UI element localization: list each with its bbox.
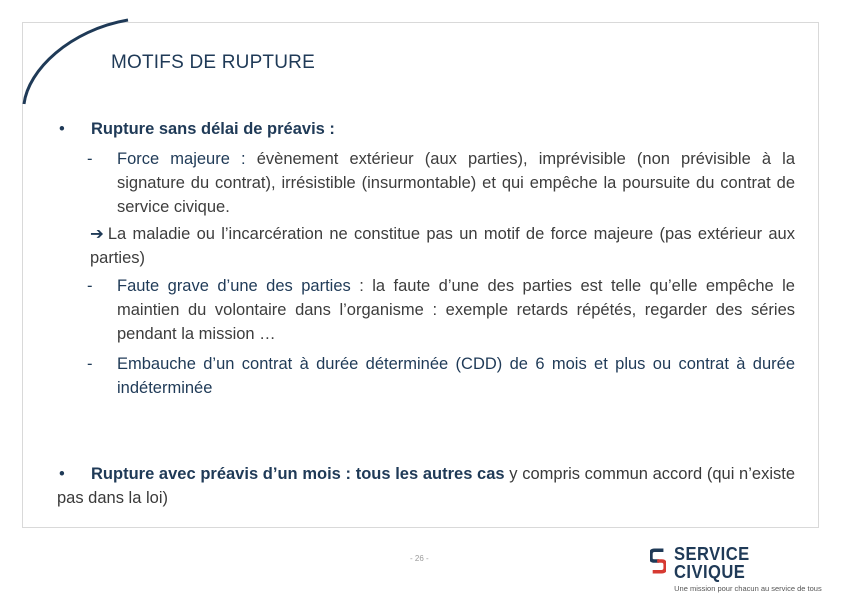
list-item-text [117,274,795,346]
main-content [57,117,795,400]
section1-heading: Rupture sans délai de préavis : [91,120,335,138]
note-force-majeure [90,222,795,270]
page-number: - 26 - [410,554,429,563]
section2-text: y compris commun accord (qui n’existe pas dans la loi) [57,465,795,507]
dash-icon: - [87,355,93,373]
section2 [57,462,795,510]
list-item-force-majeure [87,147,795,219]
section2-heading: Rupture avec préavis d’un mois : tous les autres cas [91,465,505,483]
logo-name: SERVICE CIVIQUE [674,544,750,582]
dash-icon: - [87,150,93,168]
arrow-right-icon: ➔ [90,225,104,243]
item-lead: Force majeure : [117,150,246,168]
list-item-text [117,147,795,219]
bullet-icon: • [59,465,65,483]
dash-icon: - [87,277,93,295]
logo-tagline: Une mission pour chacun au service de tous [674,584,822,593]
list-item-text [117,352,795,400]
list-item-faute-grave [87,274,795,346]
bullet-icon: • [59,120,65,138]
item-lead: Faute grave d’une des parties [117,277,351,295]
item-body: évènement extérieur (aux parties), imprévisible (non prévisible à la signature du contrat), irrésistible (insurmontable) et qui empêche la poursuite du contrat de service civique. [117,150,795,216]
item-lead: Embauche d’un contrat à durée déterminée (CDD) de 6 mois et plus ou contrat à durée indéterminée [117,355,795,397]
logo-s-icon [650,546,666,576]
logo-text [674,545,822,594]
note-text: La maladie ou l’incarcération ne constitue pas un motif de force majeure (pas extérieur aux parties) [90,225,795,267]
service-civique-logo [650,544,822,593]
slide-title: MOTIFS DE RUPTURE [111,52,315,73]
section1-heading-row [57,117,795,141]
item-body: : la faute d’une des parties est telle qu’elle empêche le maintien du volontaire dans l’organisme : exemple retards répétés, regarder des séries pendant la mission … [117,277,795,343]
list-item-embauche [87,352,795,400]
